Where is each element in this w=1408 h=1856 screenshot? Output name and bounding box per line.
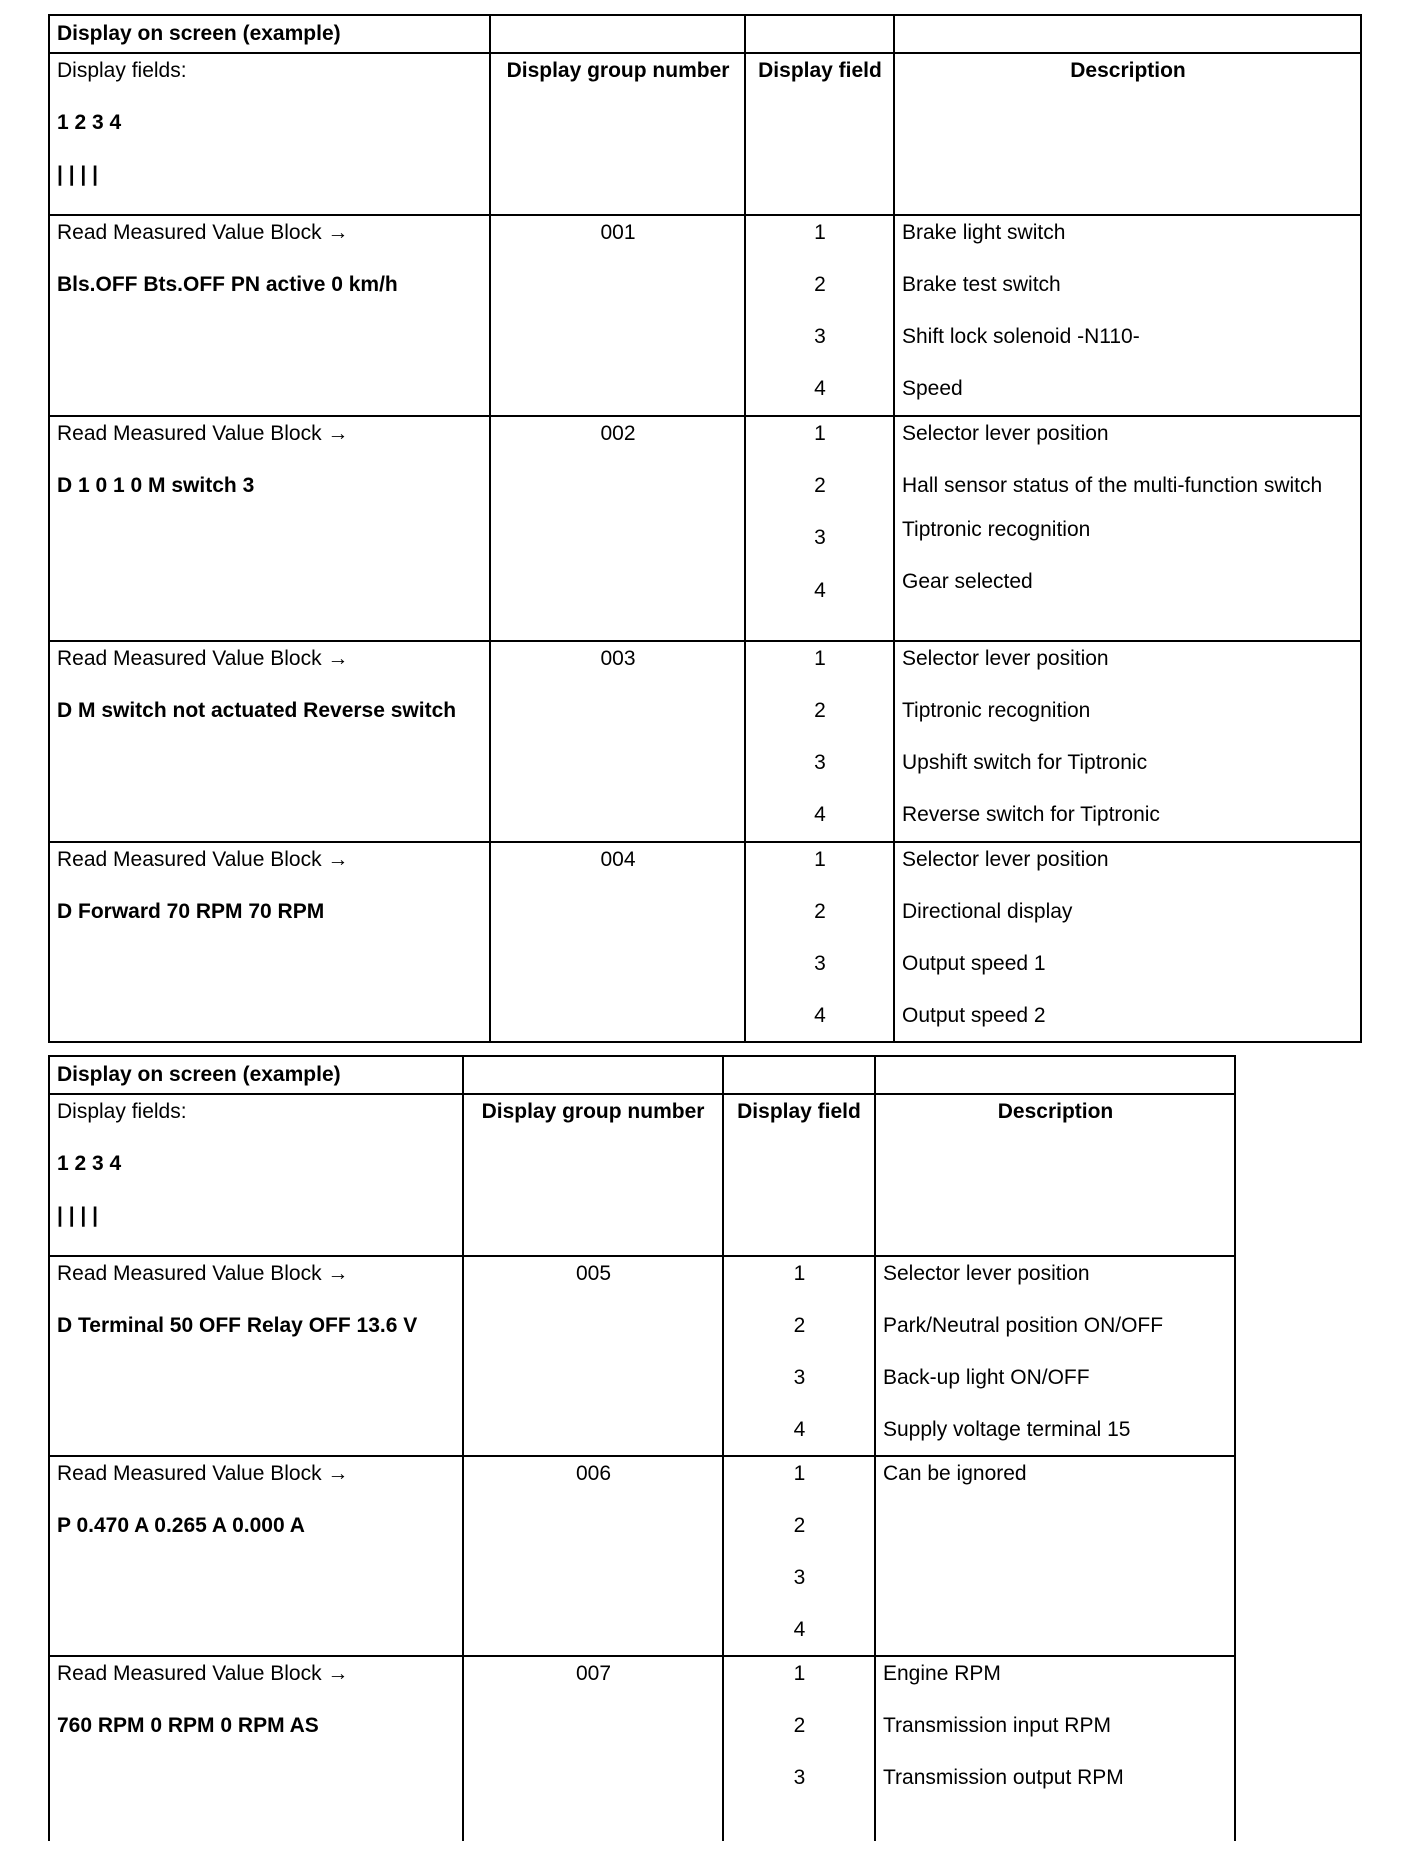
col-header-field: Display field bbox=[723, 1094, 875, 1256]
description-list: Selector lever position Directional display Output speed 1 Output speed 2 bbox=[894, 842, 1361, 1042]
display-field-list: 1 2 3 4 bbox=[745, 215, 894, 416]
display-example: D Terminal 50 OFF Relay OFF 13.6 V bbox=[57, 1314, 418, 1337]
display-fields-label: Display fields: bbox=[57, 1100, 187, 1123]
measured-value-table-2 bbox=[48, 1055, 1236, 1841]
table-title-row bbox=[49, 1056, 1235, 1094]
display-field-bars: | | | | bbox=[57, 1204, 99, 1227]
description-list: Engine RPM Transmission input RPM Transmission output RPM bbox=[875, 1656, 1235, 1841]
display-example: D 1 0 1 0 M switch 3 bbox=[57, 474, 255, 497]
display-field-list: 1 2 3 4 bbox=[745, 842, 894, 1042]
display-group-number: 007 bbox=[463, 1656, 723, 1841]
display-field-list: 1 2 3 4 bbox=[723, 1456, 875, 1656]
display-example: Bls.OFF Bts.OFF PN active 0 km/h bbox=[57, 273, 398, 296]
display-group-number: 001 bbox=[490, 215, 745, 416]
display-field-bars: | | | | bbox=[57, 163, 99, 186]
display-example: D Forward 70 RPM 70 RPM bbox=[57, 900, 325, 923]
display-group-number: 005 bbox=[463, 1256, 723, 1456]
col-header-description: Description bbox=[894, 53, 1361, 215]
table-title: Display on screen (example) bbox=[49, 15, 490, 53]
table-header-row bbox=[49, 53, 1361, 215]
description-list: Brake light switch Brake test switch Shift lock solenoid -N110- Speed bbox=[894, 215, 1361, 416]
table-title-row bbox=[49, 15, 1361, 53]
row-action-cell: Read Measured Value Block → D Terminal 50 OFF Relay OFF 13.6 V bbox=[49, 1256, 463, 1456]
display-field-list: 1 2 3 4 bbox=[745, 641, 894, 842]
display-example: 760 RPM 0 RPM 0 RPM AS bbox=[57, 1714, 319, 1737]
row-action-cell: Read Measured Value Block → P 0.470 A 0.265 A 0.000 A bbox=[49, 1456, 463, 1656]
display-group-number: 004 bbox=[490, 842, 745, 1042]
display-fields-header bbox=[49, 53, 490, 215]
display-example: P 0.470 A 0.265 A 0.000 A bbox=[57, 1514, 305, 1537]
display-fields-label: Display fields: bbox=[57, 59, 187, 82]
row-action-cell: Read Measured Value Block → 760 RPM 0 RPM 0 RPM AS bbox=[49, 1656, 463, 1841]
table-header-row bbox=[49, 1094, 1235, 1256]
table-row bbox=[49, 842, 1361, 1042]
display-field-list: 1 2 3 4 bbox=[723, 1256, 875, 1456]
table-row bbox=[49, 1456, 1235, 1656]
row-action-cell: Read Measured Value Block → Bls.OFF Bts.OFF PN active 0 km/h bbox=[49, 215, 490, 416]
display-field-numbers: 1 2 3 4 bbox=[57, 1152, 122, 1175]
display-group-number: 006 bbox=[463, 1456, 723, 1656]
description-list: Selector lever position Park/Neutral position ON/OFF Back-up light ON/OFF Supply voltage terminal 15 bbox=[875, 1256, 1235, 1456]
display-example: D M switch not actuated Reverse switch bbox=[57, 699, 457, 722]
table-row bbox=[49, 416, 1361, 641]
description-list: Selector lever position Hall sensor status of the multi-function switch Tiptronic recognition Gear selected bbox=[894, 416, 1361, 641]
display-field-list: 1 2 3 bbox=[723, 1656, 875, 1841]
col-header-group: Display group number bbox=[490, 53, 745, 215]
table-row bbox=[49, 215, 1361, 416]
col-header-field: Display field bbox=[745, 53, 894, 215]
row-action-cell: Read Measured Value Block → D Forward 70 RPM 70 RPM bbox=[49, 842, 490, 1042]
display-field-list: 1 2 3 4 bbox=[745, 416, 894, 641]
display-group-number: 003 bbox=[490, 641, 745, 842]
col-header-group: Display group number bbox=[463, 1094, 723, 1256]
description-list: Selector lever position Tiptronic recognition Upshift switch for Tiptronic Reverse switch for Tiptronic bbox=[894, 641, 1361, 842]
table-title: Display on screen (example) bbox=[49, 1056, 463, 1094]
display-group-number: 002 bbox=[490, 416, 745, 641]
description-list: Can be ignored bbox=[875, 1456, 1235, 1656]
display-field-numbers: 1 2 3 4 bbox=[57, 111, 122, 134]
row-action-cell: Read Measured Value Block → D 1 0 1 0 M switch 3 bbox=[49, 416, 490, 641]
col-header-description: Description bbox=[875, 1094, 1235, 1256]
display-fields-header bbox=[49, 1094, 463, 1256]
table-row bbox=[49, 1256, 1235, 1456]
table-row bbox=[49, 641, 1361, 842]
row-action-cell: Read Measured Value Block → D M switch not actuated Reverse switch bbox=[49, 641, 490, 842]
measured-value-table-1 bbox=[48, 14, 1362, 1043]
table-row bbox=[49, 1656, 1235, 1841]
